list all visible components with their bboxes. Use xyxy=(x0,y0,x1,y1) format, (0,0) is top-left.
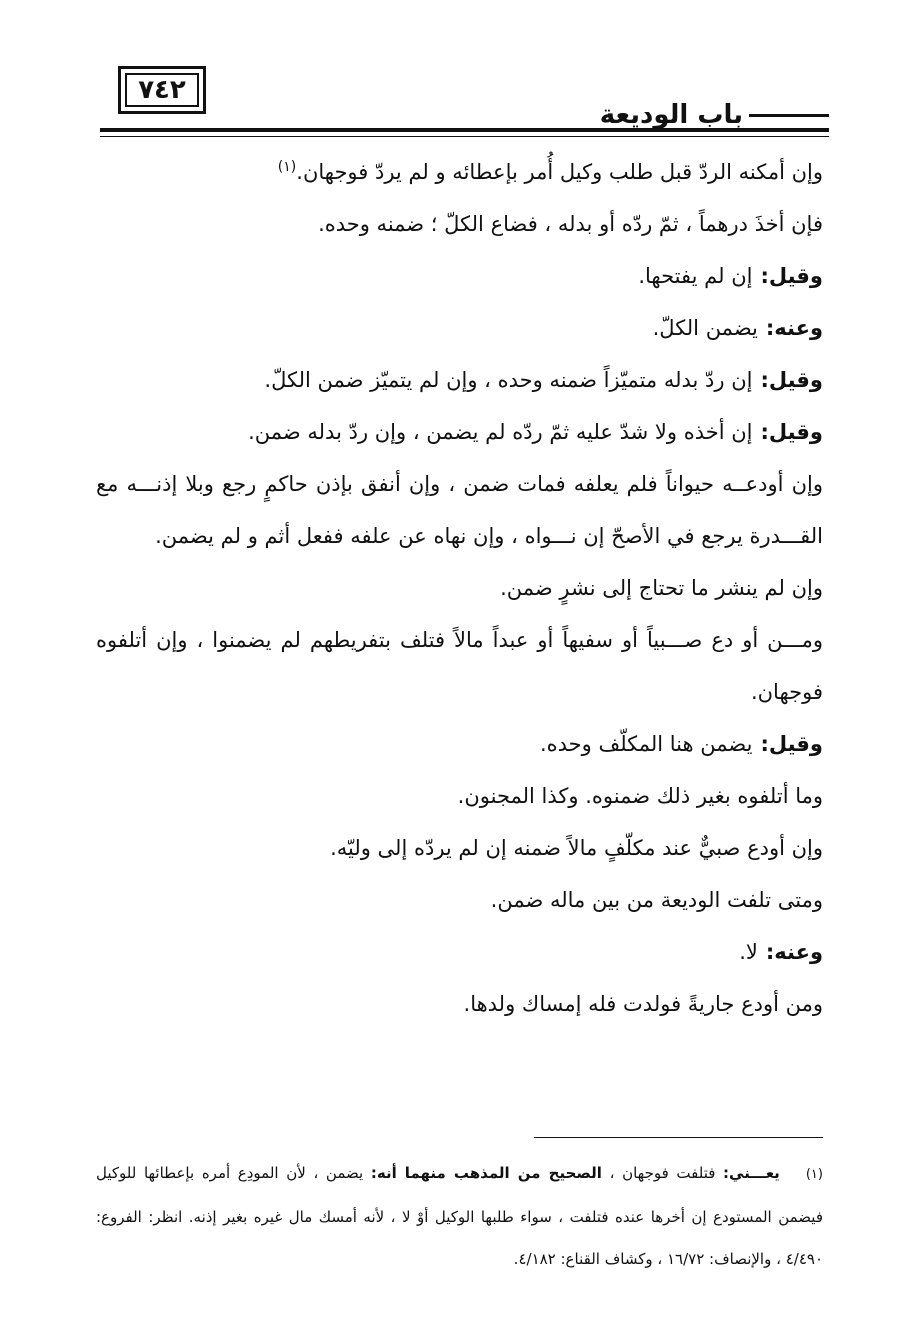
paragraph-text: وإن أودع صبيٌّ عند مكلّفٍ مالاً ضمنه إن لم يردّه إلى وليّه. xyxy=(330,836,823,860)
paragraph-text: إن ردّ بدله متميّزاً ضمنه وحده ، وإن لم يتميّز ضمن الكلّ. xyxy=(264,368,753,392)
footnote-separator xyxy=(534,1137,823,1138)
paragraph-10 xyxy=(96,718,823,770)
paragraph-text: يضمن هنا المكلّف وحده. xyxy=(539,732,753,756)
paragraph-lead: وقيل: xyxy=(760,732,823,756)
paragraph-text: لا. xyxy=(739,940,758,964)
paragraph-15 xyxy=(96,978,823,1030)
paragraph-11 xyxy=(96,770,823,822)
running-header xyxy=(600,100,829,130)
paragraph-4 xyxy=(96,302,823,354)
running-header-title: باب الوديعة xyxy=(599,100,743,130)
header-rule-thin xyxy=(100,136,829,137)
paragraph-text: وإن أمكنه الردّ قبل طلب وكيل أُمر بإعطائه و لم يردّ فوجهان. xyxy=(296,160,823,184)
footnote xyxy=(96,1152,823,1280)
paragraph-text: ومتى تلفت الوديعة من بين ماله ضمن. xyxy=(490,888,823,912)
paragraph-text: وإن أودعــه حيواناً فلم يعلفه فمات ضمن ، وإن أنفق بإذن حاكمٍ رجع وبلا إذنـــه مع القـــدرة يرجع في الأصحّ إن نـــواه ، وإن نهاه عن علفه ففعل أثم و لم يضمن. xyxy=(96,472,823,548)
paragraph-1 xyxy=(96,146,823,198)
paragraph-text: إن أخذه ولا شدّ عليه ثمّ ردّه لم يضمن ، وإن ردّ بدله ضمن. xyxy=(248,420,753,444)
footnote-lead: يعـــني: xyxy=(723,1164,780,1182)
footnote-marker: (١) xyxy=(805,1167,823,1182)
footnote-bold-phrase: الصحيح من المذهب منهما أنه: xyxy=(370,1164,602,1182)
paragraph-lead: وعنه: xyxy=(765,940,823,964)
paragraph-13 xyxy=(96,874,823,926)
paragraph-14 xyxy=(96,926,823,978)
header-rule-thick xyxy=(100,128,829,132)
paragraph-2 xyxy=(96,198,823,250)
paragraph-text: وما أتلفوه بغير ذلك ضمنوه. وكذا المجنون. xyxy=(457,784,823,808)
paragraph-lead: وقيل: xyxy=(760,264,823,288)
paragraph-text: فإن أخذَ درهماً ، ثمّ ردّه أو بدله ، فضاع الكلّ ؛ ضمنه وحده. xyxy=(318,212,823,236)
header-tail-rule xyxy=(749,114,829,117)
paragraph-9 xyxy=(96,614,823,718)
body-text xyxy=(96,146,823,1030)
paragraph-text: إن لم يفتحها. xyxy=(638,264,753,288)
paragraph-text: يضمن الكلّ. xyxy=(652,316,758,340)
footnote-reference: (١) xyxy=(277,159,297,175)
paragraph-text: ومن أودع جاريةً فولدت فله إمساك ولدها. xyxy=(463,992,823,1016)
paragraph-lead: وقيل: xyxy=(760,368,823,392)
footnote-text-1: فتلفت فوجهان ، xyxy=(609,1164,716,1182)
paragraph-3 xyxy=(96,250,823,302)
paragraph-lead: وعنه: xyxy=(765,316,823,340)
paragraph-text: ومـــن أو دع صـــبياً أو سفيهاً أو عبداً مالاً فتلف بتفريطهم لم يضمنوا ، وإن أتلفوه فوجهان. xyxy=(96,628,823,704)
page-number: ٧٤٢ xyxy=(138,75,186,105)
paragraph-8 xyxy=(96,562,823,614)
paragraph-6 xyxy=(96,406,823,458)
paragraph-lead: وقيل: xyxy=(760,420,823,444)
paragraph-5 xyxy=(96,354,823,406)
footnote-text-2: يضمن ، لأن المودِع أمره بإعطائها للوكيل فيضمن المستودع إن أخرها عنده فتلفت ، سواء طلبها الوكيل أوْ لا ، لأنه أمسك مال غيره بغير إذنه. انظر: الفروع: ٤/٤٩٠ ، والإنصاف: ١٦/٧٢ ، وكشاف القناع: ٤/١٨٢. xyxy=(96,1164,823,1268)
paragraph-text: وإن لم ينشر ما تحتاج إلى نشرٍ ضمن. xyxy=(500,576,823,600)
paragraph-7 xyxy=(96,458,823,562)
paragraph-12 xyxy=(96,822,823,874)
page-number-box xyxy=(118,66,206,114)
